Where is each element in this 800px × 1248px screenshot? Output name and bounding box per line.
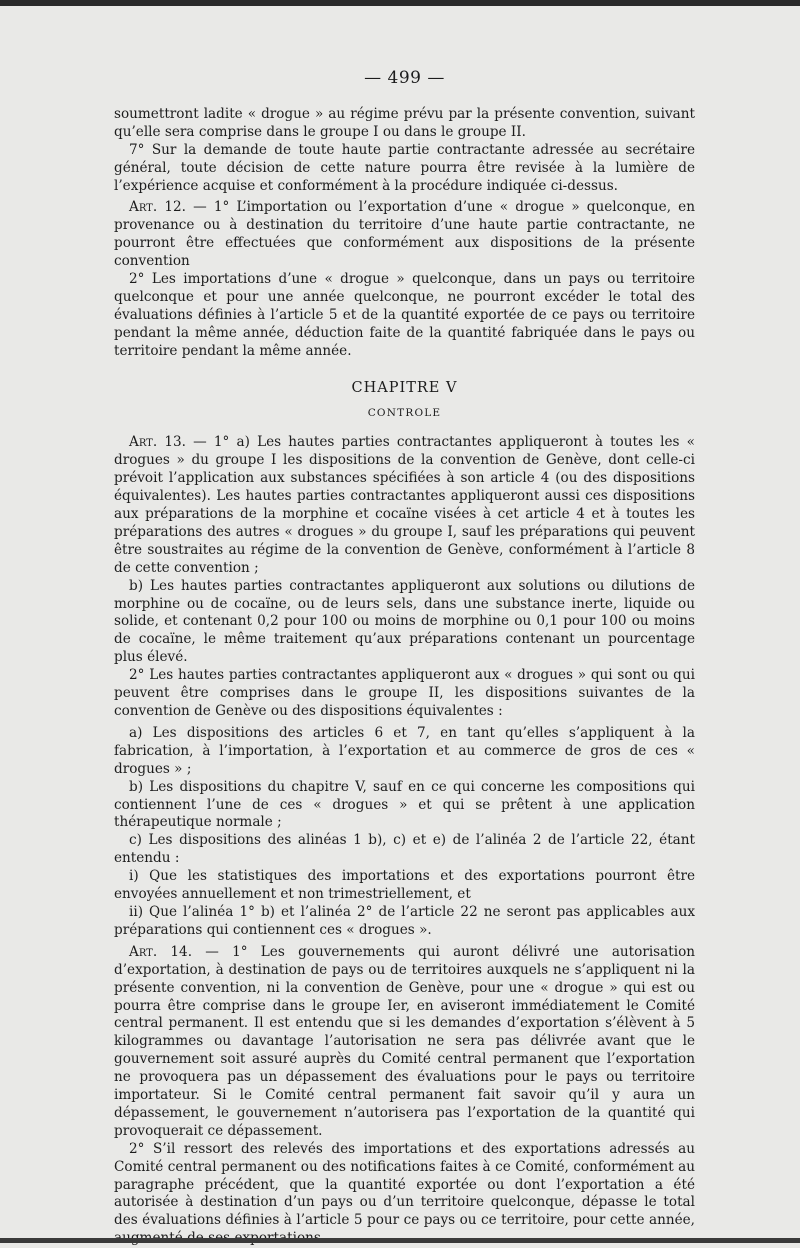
article-14-paragraph-1: Art. 14. — 1° Les gouvernements qui auront délivré une autorisation d’exportation, à destination de pays ou de territoires auxquels ne s’appliquent ni la présente convention, ni la convention de Genève, pour une « drogue » qui est ou pourra être comprise dans le groupe Ier, en aviseront immédiatement le Comité central permanent. Il est entendu que si les demandes d’exportation s’élèvent à 5 kilogrammes ou davantage l’autorisation ne sera pas délivrée avant que le gouvernement soit assuré auprès du Comité central permanent que l’exportation ne provoquera pas un dépassement des évaluations pour le pays ou territoire importateur. Si le Comité central permanent fait savoir qu’il y aura un dépassement, le gouvernement n’autorisera pas l’exportation de la quantité qui provoquerait ce dépassement.	[114, 943, 696, 1139]
top-edge	[0, 0, 800, 6]
article-13-paragraph-7: i) Que les statistiques des importations et des exportations pourront être envoyées annuellement et non trimestriellement, et	[114, 868, 695, 903]
article-label: Art. 14.	[129, 943, 193, 960]
article-13-paragraph-3: 2° Les hautes parties contractantes appliqueront aux « drogues » qui sont ou qui peuvent être comprises dans le groupe II, les dispositions suivantes de la convention de Genève ou des dispositions équivalentes :	[114, 667, 695, 719]
chapter-subtitle: CONTROLE	[367, 406, 442, 419]
article-12-paragraph-1: Art. 12. — 1° L’importation ou l’exportation d’une « drogue » quelconque, en provenance ou à destination du territoire d’une haute partie contractante, ne pourront être effectuées que conformément aux dispositions de la présente convention	[114, 199, 695, 270]
paragraph: soumettront ladite « drogue » au régime prévu par la présente convention, suivant qu’elle sera comprise dans le groupe I ou dans le groupe II.	[114, 105, 695, 140]
bottom-edge	[0, 1238, 800, 1243]
article-13-paragraph-2: b) Les hautes parties contractantes appliqueront aux solutions ou dilutions de morphine ou de cocaïne, ou de leurs sels, dans une substance inerte, liquide ou solide, et contenant 0,2 pour 100 ou moins de morphine ou 0,1 pour 100 ou moins de cocaïne, le même traitement qu’aux préparations contenant un pourcentage plus élevé.	[114, 577, 695, 666]
paragraph: 7° Sur la demande de toute haute partie contractante adressée au secrétaire général, toute décision de cette nature pourra être revisée à la lumière de l’expérience acquise et conformément à la procédure indiquée ci-dessus.	[114, 141, 695, 194]
page-number: — 499 —	[364, 68, 445, 88]
article-13-paragraph-5: b) Les dispositions du chapitre V, sauf en ce qui concerne les compositions qui contiennent l’une de ces « drogues » et qui se prêtent à une application thérapeutique normale ;	[114, 778, 695, 831]
chapter-title: CHAPITRE V	[351, 379, 458, 396]
article-13-paragraph-8: ii) Que l’alinéa 1° b) et l’alinéa 2° de l’article 22 ne seront pas applicables aux préparations qui contiennent ces « drogues ».	[114, 903, 695, 938]
article-13-paragraph-1: Art. 13. — 1° a) Les hautes parties contractantes appliqueront à toutes les « drogues » du groupe I les dispositions de la convention de Genève, dont celle-ci prévoit l’application aux substances spécifiées à son article 4 (ou des dispositions équivalentes). Les hautes parties contractantes appliqueront aussi ces dispositions aux préparations de la morphine et cocaïne visées à cet article 4 et à toutes les préparations des autres « drogues » du groupe I, sauf les préparations qui peuvent être soustraites au régime de la convention de Genève, conformément à l’article 8 de cette convention ;	[114, 434, 695, 576]
page-body	[114, 70, 695, 1248]
article-label: Art. 13.	[129, 434, 186, 451]
article-12-paragraph-2: 2° Les importations d’une « drogue » quelconque, dans un pays ou territoire quelconque et pour une année quelconque, ne pourront excéder le total des évaluations définies à l’article 5 et de la quantité exportée de ce pays ou territoire pendant la même année, déduction faite de la quantité fabriquée dans le pays ou territoire pendant la même année.	[114, 271, 695, 359]
article-14-paragraph-2: 2° S’il ressort des relevés des importations et des exportations adressés au Comité central permanent ou des notifications faites à ce Comité, conformément au paragraphe précédent, que la quantité exportée ou dont l’exportation a été autorisée à destination d’un pays ou d’un territoire quelconque, dépasse le total des évaluations définies à l’article 5 pour ce pays ou ce territoire, pour cette année,	[114, 1140, 695, 1229]
article-13-paragraph-6: c) Les dispositions des alinéas 1 b), c) et e) de l’alinéa 2 de l’article 22, étant entendu :	[114, 832, 695, 867]
article-label: Art. 12.	[129, 199, 186, 216]
article-13-paragraph-4: a) Les dispositions des articles 6 et 7, en tant qu’elles s’appliquent à la fabrication, à l’importation, à l’exportation et au commerce de gros de ces « drogues » ;	[114, 724, 695, 777]
